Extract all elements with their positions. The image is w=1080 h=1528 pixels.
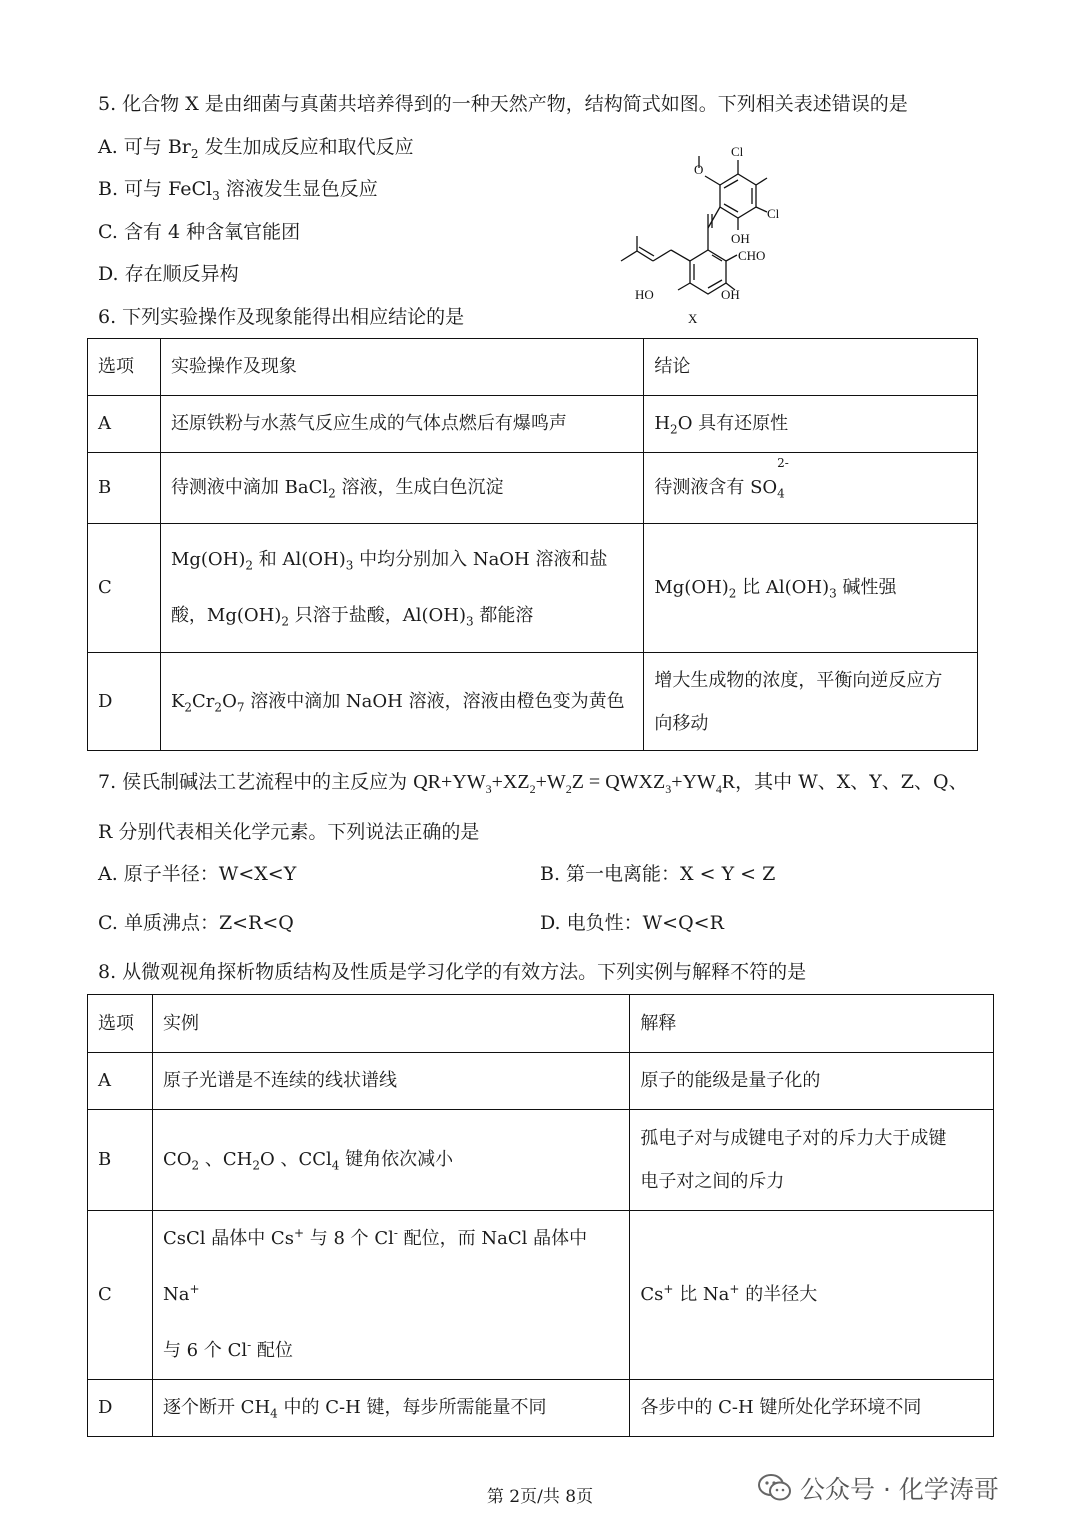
table-row [88,453,978,524]
explanation-cell: 各步中的 C-H 键所处化学环境不同 [630,1380,994,1437]
header-cell: 解释 [630,995,994,1053]
example-cell: $CO_2$ 、$CH_2O$ 、CCl$_4$ 键角依次减小 [152,1110,629,1211]
wechat-icon [758,1474,792,1502]
header-cell: 实验操作及现象 [160,339,643,396]
table-row [88,995,994,1053]
compound-x-structure [595,140,790,330]
q5-option-a: A. 可与 $Br_2$ 发生加成反应和取代反应 [98,136,414,161]
operation-cell: 待测液中滴加 BaCl$_2$ 溶液，生成白色沉淀 [160,453,643,524]
option-cell: C [88,524,161,653]
oh-label-mid: OH [731,231,750,246]
table-row [88,524,978,653]
conclusion-cell: 待测液含有 SO $^{2-}$ $_4$ [644,453,978,524]
table-row [88,1053,994,1110]
table-row [88,1380,994,1437]
table-row [88,396,978,453]
q7-option-d: D. 电负性：W<Q<R [540,912,724,934]
option-cell: A [88,396,161,453]
option-cell: C [88,1211,153,1380]
q5-stem: 5. 化合物 X 是由细菌与真菌共培养得到的一种天然产物，结构简式如图。下列相关表述错误的是 [98,93,908,115]
table-row [88,339,978,396]
compound-label: X [688,311,698,326]
svg-text:O: O [694,162,704,177]
watermark [758,1468,999,1508]
page-footer: 第 2页/共 8页 [486,1487,594,1507]
q7-option-a: A. 原子半径：W<X<Y [98,863,297,885]
q5-option-d: D. 存在顺反异构 [98,263,239,285]
reaction-equation: $QR+YW_3+XZ_2+W_2Z$ = $QWXZ_3+YW_4R$ [413,771,736,796]
option-cell: A [88,1053,153,1110]
conclusion-cell: 增大生成物的浓度，平衡向逆反应方 向移动 [644,653,978,751]
q8-table [87,994,994,1437]
q5-option-b: B. 可与 FeCl$_3$ 溶液发生显色反应 [98,178,378,203]
explanation-cell: Cs+ 比 Na+ 的半径大 [630,1211,994,1380]
header-cell: 结论 [644,339,978,396]
option-cell: D [88,1380,153,1437]
operation-cell: 还原铁粉与水蒸气反应生成的气体点燃后有爆鸣声 [160,396,643,453]
cl-label-right: Cl [767,206,780,221]
q7-stem-line2: R 分别代表相关化学元素。下列说法正确的是 [98,821,480,843]
q7-stem: 7. 侯氏制碱法工艺流程中的主反应为 $QR+YW_3+XZ_2+W_2Z$ = $QWXZ_3+YW_4R$，其中 W、X、Y、Z、Q、 [98,771,968,796]
operation-cell: $K_2Cr_2O_7$ 溶液中滴加 NaOH 溶液，溶液由橙色变为黄色 [160,653,643,751]
conclusion-cell: $H_2O$ 具有还原性 [644,396,978,453]
header-cell: 选项 [88,995,153,1053]
q8-stem: 8. 从微观视角探析物质结构及性质是学习化学的有效方法。下列实例与解释不符的是 [98,961,807,983]
explanation-cell: 原子的能级是量子化的 [630,1053,994,1110]
option-cell: B [88,453,161,524]
ho-label-left: HO [635,287,654,302]
q7-option-b: B. 第一电离能：X < Y < Z [540,863,776,885]
q6-stem: 6. 下列实验操作及现象能得出相应结论的是 [98,306,465,328]
conclusion-cell: $Mg(OH)_2$ 比 $Al(OH)_3$ 碱性强 [644,524,978,653]
example-cell: CsCl 晶体中 Cs+ 与 8 个 Cl- 配位，而 NaCl 晶体中 Na+ 与 6 个 Cl- 配位 [152,1211,629,1380]
table-row [88,1211,994,1380]
cho-label: CHO [738,248,766,263]
cl-label-top: Cl [731,144,744,159]
header-cell: 实例 [152,995,629,1053]
header-cell: 选项 [88,339,161,396]
table-row [88,1110,994,1211]
option-cell: B [88,1110,153,1211]
example-cell: 原子光谱是不连续的线状谱线 [152,1053,629,1110]
example-cell: 逐个断开 $CH_4$ 中的 C-H 键，每步所需能量不同 [152,1380,629,1437]
q5-option-c: C. 含有 4 种含氧官能团 [98,221,301,243]
oh-label-right: OH [721,287,740,302]
explanation-cell: 孤电子对与成键电子对的斥力大于成键 电子对之间的斥力 [630,1110,994,1211]
table-row [88,653,978,751]
option-cell: D [88,653,161,751]
operation-cell: $Mg(OH)_2$ 和 $Al(OH)_3$ 中均分别加入 NaOH 溶液和盐 酸，$Mg(OH)_2$ 只溶于盐酸，$Al(OH)_3$ 都能溶 [160,524,643,653]
watermark-text: 公众号 · 化学涛哥 [800,1475,999,1504]
q7-option-c: C. 单质沸点：Z<R<Q [98,912,294,934]
q6-table [87,338,978,751]
